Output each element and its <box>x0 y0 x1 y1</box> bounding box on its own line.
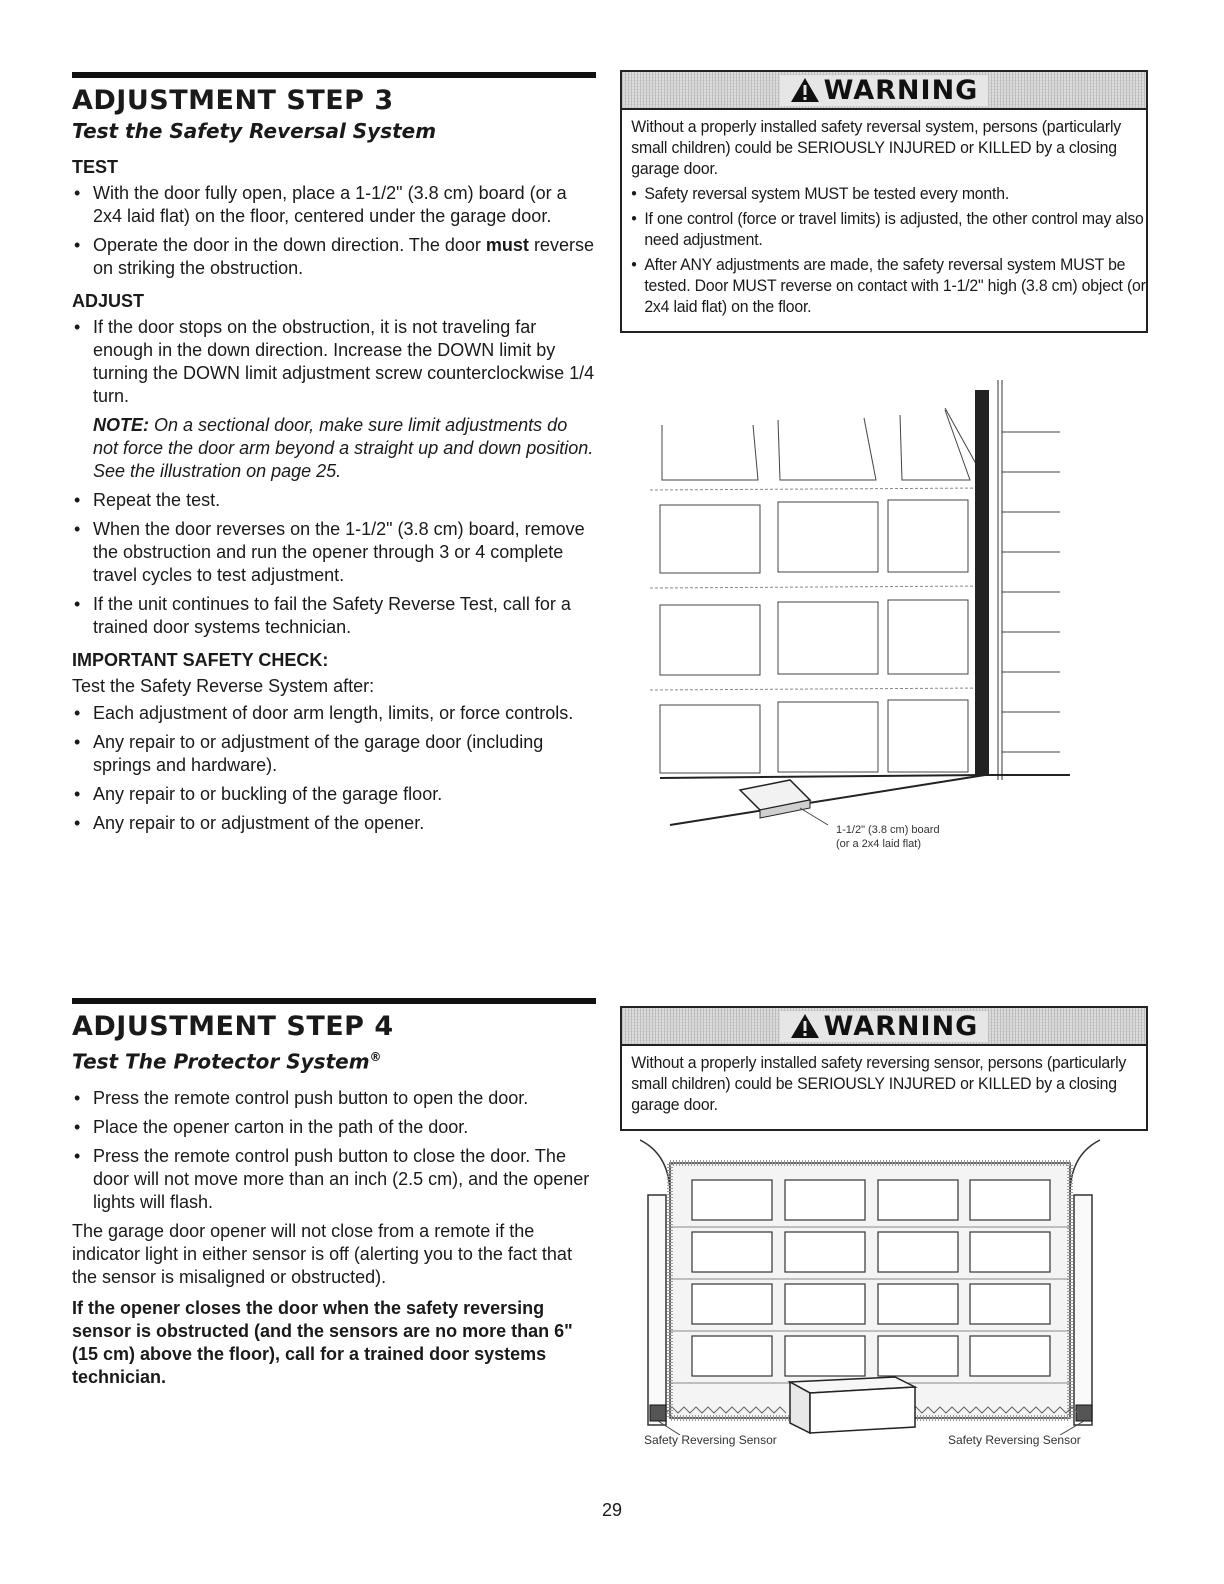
list-item: • Press the remote control push button to close the door. The door will not move more than an inch (2.5 cm), and the opener lights will flash. <box>72 1145 596 1214</box>
list-item: • If one control (force or travel limits) is adjusted, the other control may also need adjustment. <box>631 208 1157 250</box>
warning-box-sensor <box>620 1006 1148 1131</box>
section-rule <box>72 998 596 1004</box>
list-item: • Any repair to or adjustment of the opener. <box>72 812 596 835</box>
list-item-text: Operate the door in the down direction. The door <box>93 235 486 255</box>
list-item: • After ANY adjustments are made, the safety reversal system MUST be tested. Door MUST reverse on contact with 1-1/2" high (3.8 cm) object (or 2x4 laid flat) on the floor. <box>631 254 1157 317</box>
list-item: • Each adjustment of door arm length, limits, or force controls. <box>72 702 596 725</box>
warning-intro: Without a properly installed safety reversing sensor, persons (particularly small children) could be SERIOUSLY INJURED or KILLED by a closing garage door. <box>631 1053 1127 1114</box>
list-item: • Place the opener carton in the path of the door. <box>72 1116 596 1139</box>
warning-box-reversal <box>620 70 1148 333</box>
board-caption <box>836 823 940 851</box>
list-item <box>72 234 596 280</box>
list-item: • If the unit continues to fail the Safety Reverse Test, call for a trained door systems technician. <box>72 593 596 639</box>
caption-line: (or a 2x4 laid flat) <box>836 838 921 850</box>
step3-title: ADJUSTMENT STEP 3 <box>72 85 394 116</box>
safety-check-list <box>72 702 596 835</box>
list-item: • Repeat the test. <box>72 489 596 512</box>
list-item: • Press the remote control push button to open the door. <box>72 1087 596 1110</box>
section-rule <box>72 72 596 78</box>
list-item: • If the door stops on the obstruction, it is not traveling far enough in the down direction. Increase the DOWN limit by turning the DOWN limit adjustment screw counterclockwise 1/4 turn. <box>72 316 596 408</box>
warning-banner <box>622 72 1146 110</box>
step4-section <box>72 998 596 1389</box>
step3-subtitle: Test the Safety Reversal System <box>72 119 437 143</box>
warning-label: WARNING <box>823 74 979 106</box>
warning-intro: Without a properly installed safety reversal system, persons (particularly small children) could be SERIOUSLY INJURED or KILLED by a closing garage door. <box>631 117 1122 178</box>
left-sensor-label: Safety Reversing Sensor <box>644 1433 777 1447</box>
step4-subtitle-text: Test The Protector System <box>72 1049 370 1074</box>
list-item: • Safety reversal system MUST be tested every month. <box>631 183 1157 204</box>
step3-section <box>72 72 596 841</box>
list-item-text: reverse on striking the obstruction. <box>93 235 594 278</box>
warning-body <box>622 110 1167 331</box>
list-item: • Any repair to or buckling of the garage floor. <box>72 783 596 806</box>
step4-paragraph: The garage door opener will not close from a remote if the indicator light in either sensor is off (alerting you to the fact that the sensor is misaligned or obstructed). <box>72 1220 572 1287</box>
note-paragraph <box>93 414 596 483</box>
list-item: • Any repair to or adjustment of the garage door (including springs and hardware). <box>72 731 596 777</box>
test-heading: TEST <box>72 157 119 177</box>
warning-banner <box>622 1008 1146 1046</box>
adjust-list-rest <box>72 489 596 639</box>
step4-subtitle <box>72 1044 596 1075</box>
adjust-list <box>72 316 596 408</box>
emphasis-text: must <box>485 235 529 255</box>
step4-bold-paragraph: If the opener closes the door when the safety reversing sensor is obstructed (and the sensors are no more than 6" (15 cm) above the floor), call for a trained door systems technician. <box>72 1297 573 1387</box>
warning-triangle-icon <box>790 1013 820 1039</box>
adjust-heading: ADJUST <box>72 291 145 311</box>
warning-label: WARNING <box>823 1010 979 1042</box>
door-sensors-illustration <box>640 1135 1110 1435</box>
warning-list <box>631 183 1157 317</box>
list-item: • With the door fully open, place a 1-1/2" (3.8 cm) board (or a 2x4 laid flat) on the floor, centered under the garage door. <box>72 182 596 228</box>
step4-title: ADJUSTMENT STEP 4 <box>72 1011 394 1042</box>
warning-title <box>780 75 989 106</box>
safety-check-heading: IMPORTANT SAFETY CHECK: <box>72 650 329 670</box>
warning-body <box>622 1046 1167 1129</box>
note-text: On a sectional door, make sure limit adjustments do not force the door arm beyond a straight up and down position. See the illustration on page 25. <box>93 415 594 481</box>
list-item: • When the door reverses on the 1-1/2" (3.8 cm) board, remove the obstruction and run the opener through 3 or 4 complete travel cycles to test adjustment. <box>72 518 596 587</box>
warning-title <box>780 1011 989 1042</box>
warning-triangle-icon <box>790 77 820 103</box>
right-sensor-label: Safety Reversing Sensor <box>948 1433 1081 1447</box>
registered-mark: ® <box>369 1050 382 1064</box>
test-list <box>72 182 596 280</box>
door-board-illustration <box>640 380 1080 860</box>
note-label: NOTE: <box>93 415 149 435</box>
caption-line: 1-1/2" (3.8 cm) board <box>836 824 940 836</box>
safety-check-intro: Test the Safety Reverse System after: <box>72 676 375 696</box>
figure-door-sensors <box>640 1135 1110 1455</box>
figure-door-board <box>640 380 1080 860</box>
page-number: 29 <box>601 1500 623 1520</box>
step4-list <box>72 1087 596 1214</box>
